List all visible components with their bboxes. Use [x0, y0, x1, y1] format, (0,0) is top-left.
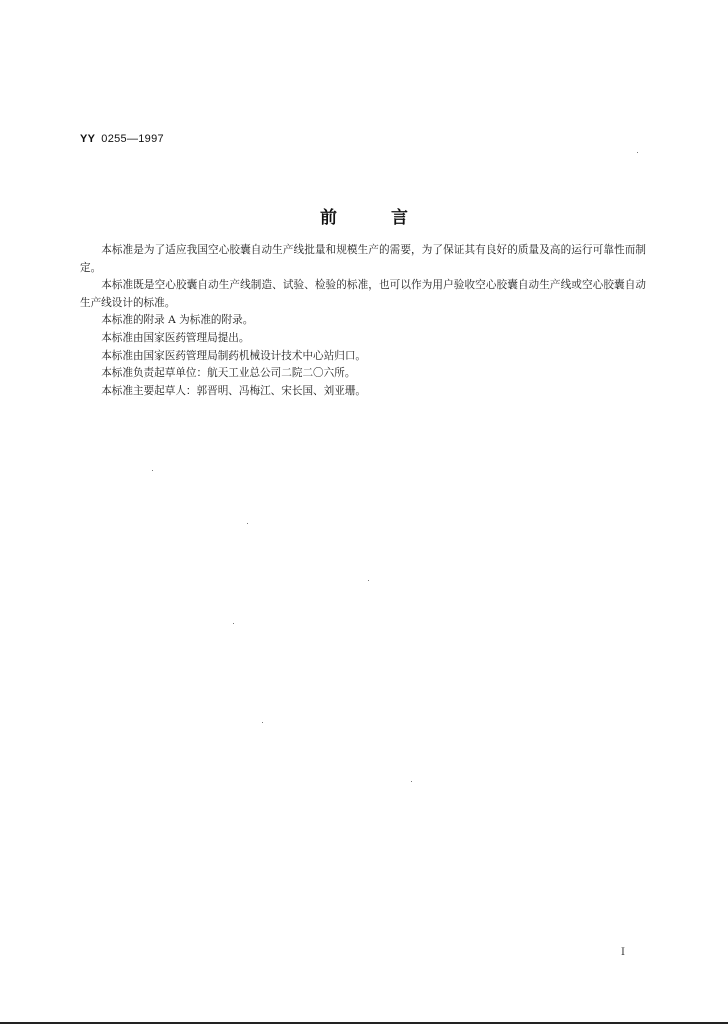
- scan-speck: [152, 470, 153, 471]
- foreword-body: [80, 242, 646, 400]
- scan-speck: [233, 623, 234, 624]
- paragraph-scope: 本标准既是空心胶囊自动生产线制造、试验、检验的标准，也可以作为用户验收空心胶囊自动生产线或空心胶囊自动生产线设计的标准。: [80, 279, 646, 309]
- paragraph-administrator: 本标准由国家医药管理局制药机械设计技术中心站归口。: [101, 349, 367, 362]
- paragraph-drafters: 本标准主要起草人：郭晋明、冯梅江、宋长国、刘亚珊。: [101, 384, 367, 397]
- page-number: I: [621, 947, 625, 958]
- scan-speck: [247, 523, 248, 524]
- scan-speck: [411, 781, 412, 782]
- paragraph-appendix: 本标准的附录 A 为标准的附录。: [101, 314, 254, 327]
- paragraph-drafting-unit: 本标准负责起草单位：航天工业总公司二院二〇六所。: [101, 367, 356, 380]
- scan-speck: [637, 152, 638, 153]
- page-title: 前言: [320, 208, 462, 228]
- scan-speck: [368, 580, 369, 581]
- paragraph-purpose: 本标准是为了适应我国空心胶囊自动生产线批量和规模生产的需要，为了保证其有良好的质量及高的运行可靠性而制定。: [80, 244, 646, 274]
- paragraph-proposer: 本标准由国家医药管理局提出。: [101, 331, 250, 344]
- standard-prefix: YY: [80, 133, 96, 145]
- standard-code: [80, 133, 164, 145]
- scan-speck: [262, 722, 263, 723]
- standard-number: 0255—1997: [101, 133, 164, 145]
